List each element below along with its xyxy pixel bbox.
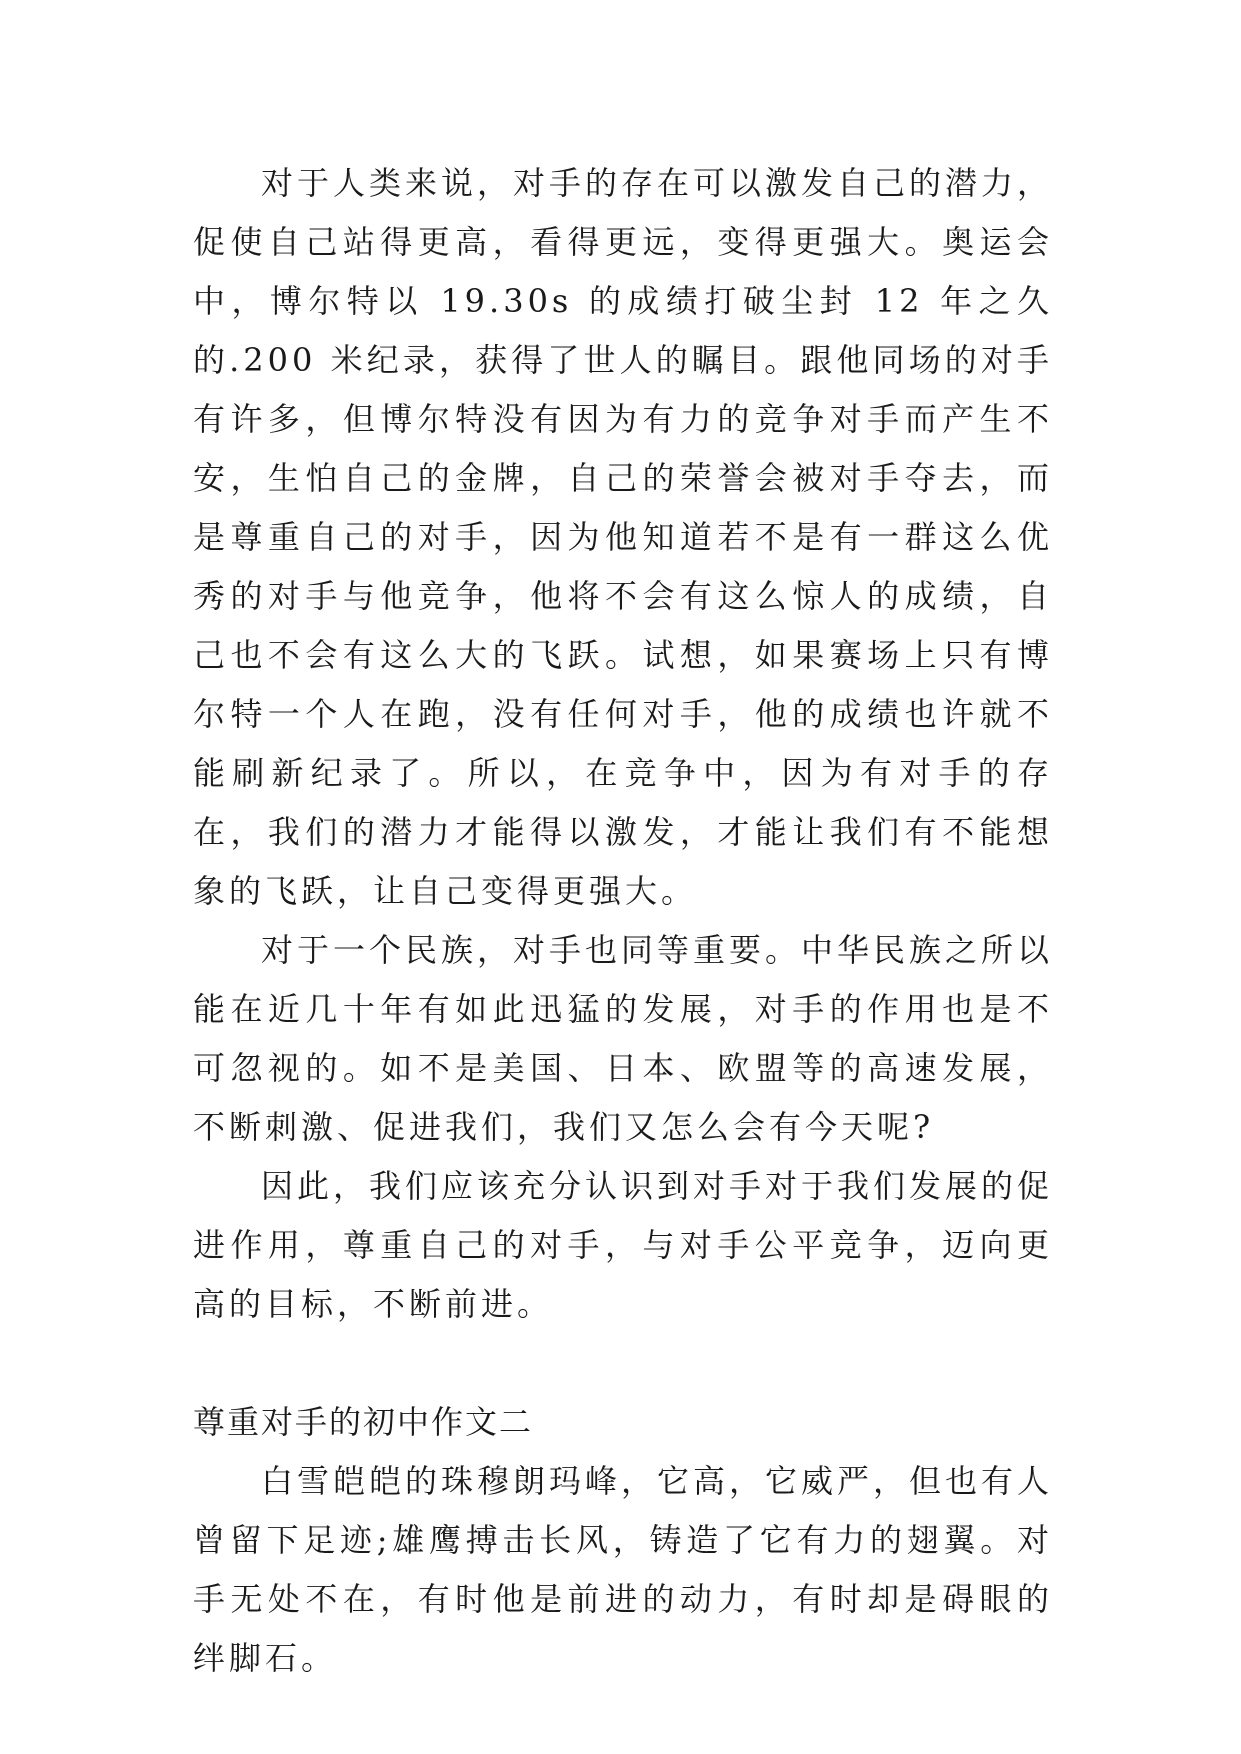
paragraph-bolt: 对于人类来说，对手的存在可以激发自己的潜力，促使自己站得更高，看得更远，变得更强大。奥运会中，博尔特以 19.30s 的成绩打破尘封 12 年之久的.200 米纪录，获得了世人的瞩目。跟他同场的对手有许多，但博尔特没有因为有力的竞争对手而产生不安，生怕自己的金牌，自己的荣誉会被对手夺去，而是尊重自己的对手，因为他知道若不是有一群这么优秀的对手与他竞争，他将不会有这么惊人的成绩，自己也不会有这么大的飞跃。试想，如果赛场上只有博尔特一个人在跑，没有任何对手，他的成绩也许就不能刷新纪录了。所以，在竞争中，因为有对手的存在，我们的潜力才能得以激发，才能让我们有不能想象的飞跃，让自己变得更强大。 xyxy=(193,164,1054,910)
paragraph-everest: 白雪皑皑的珠穆朗玛峰，它高，它威严，但也有人曾留下足迹;雄鹰搏击长风，铸造了它有力的翅翼。对手无处不在，有时他是前进的动力，有时却是碍眼的绊脚石。 xyxy=(193,1462,1054,1677)
paragraph-conclusion: 因此，我们应该充分认识到对手对于我们发展的促进作用，尊重自己的对手，与对手公平竞争，迈向更高的目标，不断前进。 xyxy=(193,1167,1054,1323)
document-body xyxy=(193,154,1053,1688)
paragraph-nation: 对于一个民族，对手也同等重要。中华民族之所以能在近几十年有如此迅猛的发展，对手的作用也是不可忽视的。如不是美国、日本、欧盟等的高速发展，不断刺激、促进我们，我们又怎么会有今天呢? xyxy=(193,931,1054,1146)
section-heading: 尊重对手的初中作文二 xyxy=(193,1403,534,1441)
